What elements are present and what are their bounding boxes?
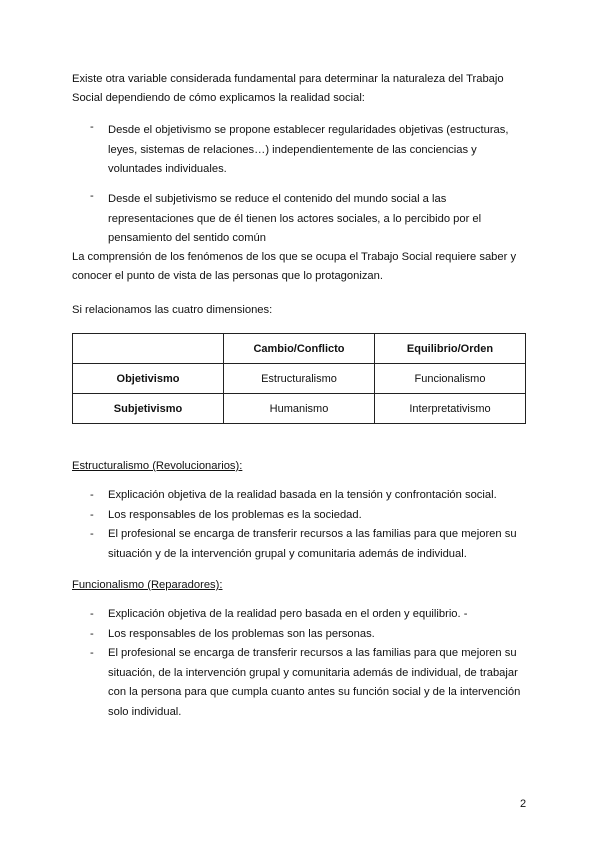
bullet-dash: - xyxy=(90,121,94,133)
list-funcionalismo xyxy=(72,605,532,722)
table-row-header: Objetivismo xyxy=(73,364,224,394)
list-item xyxy=(72,525,532,564)
dimensions-table xyxy=(72,333,526,424)
list-item-text: Los responsables de los problemas es la sociedad. xyxy=(108,508,362,521)
list-item xyxy=(72,605,532,625)
table-cell: Humanismo xyxy=(224,394,375,424)
section-title-funcionalismo: Funcionalismo (Reparadores): xyxy=(72,579,223,591)
bullet-text: Desde el subjetivismo se reduce el contenido del mundo social a las representaciones que de él tienen los actores sociales, a lo percibido por el pensamiento del sentido común xyxy=(108,193,482,244)
page-number: 2 xyxy=(520,798,527,810)
list-item xyxy=(72,644,532,722)
table-row xyxy=(73,394,526,424)
bullet-dash: - xyxy=(90,508,94,521)
table-header-cell: Cambio/Conflicto xyxy=(224,334,375,364)
section-title-estructuralismo: Estructuralismo (Revolucionarios): xyxy=(72,460,243,472)
bullet-dash: - xyxy=(90,627,94,640)
list-item xyxy=(72,486,532,506)
comprension-paragraph: La comprensión de los fenómenos de los que se ocupa el Trabajo Social requiere saber y conocer el punto de vista de las personas que lo protagonizan. xyxy=(72,251,517,282)
table-header-cell xyxy=(73,334,224,364)
dimensiones-paragraph: Si relacionamos las cuatro dimensiones: xyxy=(72,304,273,316)
bullet-dash: - xyxy=(90,608,94,620)
bullet-dash: - xyxy=(90,190,94,202)
table-row-header: Subjetivismo xyxy=(73,394,224,424)
table-header-row xyxy=(73,334,526,364)
table-header-cell: Equilibrio/Orden xyxy=(375,334,526,364)
table-row xyxy=(73,364,526,394)
bullet-text: Desde el objetivismo se propone establecer regularidades objetivas (estructuras, leyes, sistemas de relaciones…) independientemente de las conciencias y voluntades individuales. xyxy=(108,124,509,175)
intro-paragraph: Existe otra variable considerada fundamental para determinar la naturaleza del Trabajo Social dependiendo de cómo explicamos la realidad social: xyxy=(72,73,504,104)
list-item-text: Explicación objetiva de la realidad pero basada en el orden y equilibrio. - xyxy=(108,608,468,620)
table-cell: Estructuralismo xyxy=(224,364,375,394)
bullet-dash: - xyxy=(90,489,94,501)
list-item-text: Explicación objetiva de la realidad basada en la tensión y confrontación social. xyxy=(108,489,497,501)
bullet-dash: - xyxy=(90,647,94,659)
list-item-text: El profesional se encarga de transferir recursos a las familias para que mejoren su situación y de la intervención grupal y comunitaria además de individual. xyxy=(108,528,517,560)
list-item xyxy=(72,506,532,526)
list-item-text: Los responsables de los problemas son las personas. xyxy=(108,627,375,640)
list-estructuralismo xyxy=(72,486,532,564)
list-item-text: El profesional se encarga de transferir recursos a las familias para que mejoren su situación, de la intervención grupal y comunitaria además de individual, de trabajar con la persona para que cumpla cuanto antes su función social y de la intervención solo individual. xyxy=(108,647,521,718)
bullet-dash: - xyxy=(90,528,94,540)
table-cell: Interpretativismo xyxy=(375,394,526,424)
table-cell: Funcionalismo xyxy=(375,364,526,394)
list-item xyxy=(72,625,532,645)
